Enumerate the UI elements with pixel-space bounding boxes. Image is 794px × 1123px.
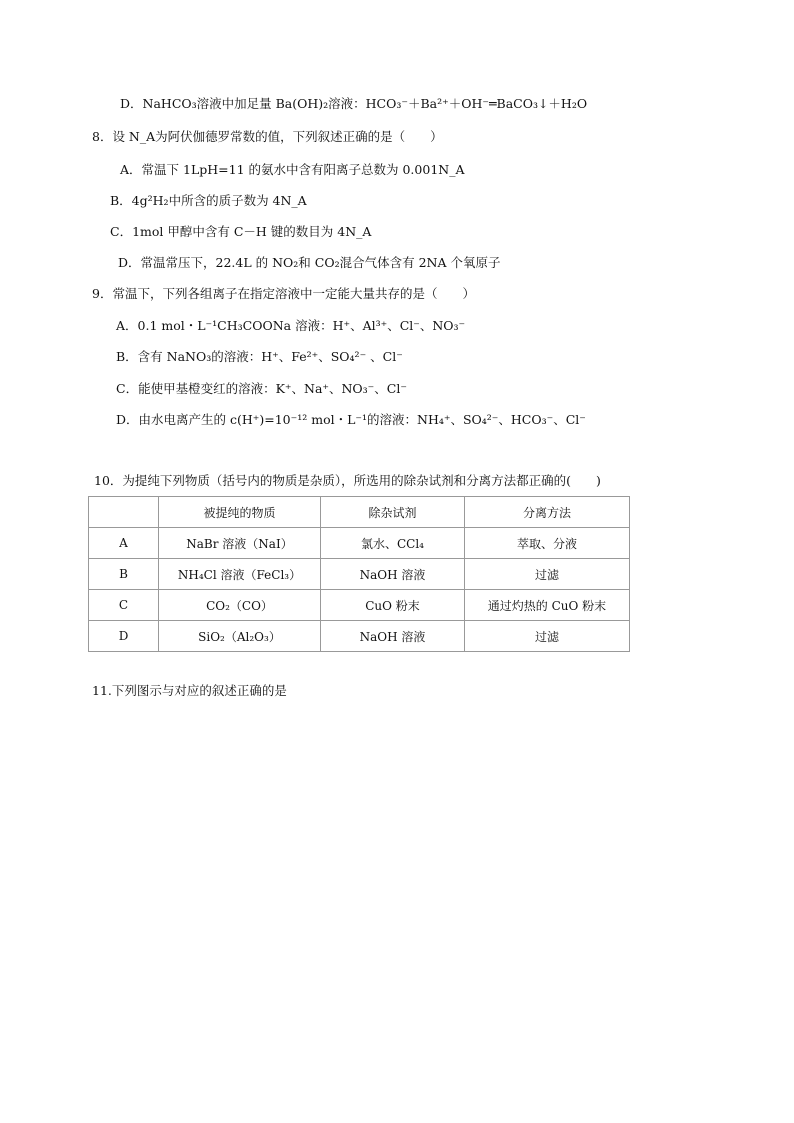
table-cell: SiO₂（Al₂O₃） <box>159 621 321 652</box>
question-8-option-c: C．1mol 甲醇中含有 C－H 键的数目为 4N_A <box>110 224 372 239</box>
question-9-option-d: D．由水电离产生的 c(H⁺)=10⁻¹² mol・L⁻¹的溶液：NH₄⁺、SO₄²⁻、HCO₃⁻、Cl⁻ <box>116 412 586 427</box>
table-cell: 萃取、分液 <box>465 528 630 559</box>
question-8-option-b: B．4g²H₂中所含的质子数为 4N_A <box>110 193 307 208</box>
table-header-cell: 分离方法 <box>465 497 630 528</box>
question-9-option-c: C．能使甲基橙变红的溶液：K⁺、Na⁺、NO₃⁻、Cl⁻ <box>116 381 407 396</box>
table-cell: NaOH 溶液 <box>321 559 465 590</box>
table-cell: C <box>89 590 159 621</box>
question-9-option-a: A．0.1 mol・L⁻¹CH₃COONa 溶液：H⁺、Al³⁺、Cl⁻、NO₃⁻ <box>116 318 466 333</box>
table-cell: NH₄Cl 溶液（FeCl₃） <box>159 559 321 590</box>
table-cell: 过滤 <box>465 559 630 590</box>
table-row <box>89 590 630 621</box>
table-row <box>89 621 630 652</box>
table-header-cell: 除杂试剂 <box>321 497 465 528</box>
question-8-option-a: A．常温下 1LpH=11 的氨水中含有阳离子总数为 0.001N_A <box>120 162 465 177</box>
question-9-option-b: B．含有 NaNO₃的溶液：H⁺、Fe²⁺、SO₄²⁻ 、Cl⁻ <box>116 349 403 364</box>
table-cell: 氯水、CCl₄ <box>321 528 465 559</box>
table-header-cell: 被提纯的物质 <box>159 497 321 528</box>
table-row <box>89 559 630 590</box>
table-cell: 通过灼热的 CuO 粉末 <box>465 590 630 621</box>
table-cell: A <box>89 528 159 559</box>
table-cell: B <box>89 559 159 590</box>
table-cell: 过滤 <box>465 621 630 652</box>
table-cell: CuO 粉末 <box>321 590 465 621</box>
question-11-stem: 11.下列图示与对应的叙述正确的是 <box>92 683 287 698</box>
purification-table <box>88 496 630 652</box>
table-header-cell <box>89 497 159 528</box>
table-cell: CO₂（CO） <box>159 590 321 621</box>
table-cell: NaBr 溶液（NaI） <box>159 528 321 559</box>
table-row <box>89 528 630 559</box>
table-cell: NaOH 溶液 <box>321 621 465 652</box>
question-8-stem: 8．设 N_A为阿伏伽德罗常数的值，下列叙述正确的是（ ） <box>92 129 443 144</box>
question-7-option-d: D．NaHCO₃溶液中加足量 Ba(OH)₂溶液：HCO₃⁻＋Ba²⁺＋OH⁻═BaCO₃↓＋H₂O <box>120 96 588 111</box>
question-9-stem: 9．常温下，下列各组离子在指定溶液中一定能大量共存的是（ ） <box>92 286 475 301</box>
question-10-stem: 10．为提纯下列物质（括号内的物质是杂质），所选用的除杂试剂和分离方法都正确的( ) <box>94 473 601 488</box>
table-header-row <box>89 497 630 528</box>
table-cell: D <box>89 621 159 652</box>
question-8-option-d: D．常温常压下，22.4L 的 NO₂和 CO₂混合气体含有 2NA 个氧原子 <box>118 255 501 270</box>
